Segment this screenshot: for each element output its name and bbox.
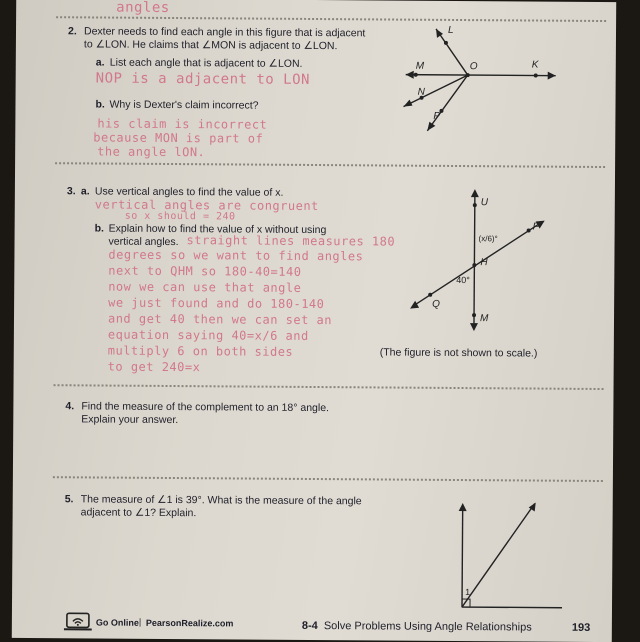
fig-label-Q: Q: [432, 299, 440, 310]
q3b-answer-line: multiply 6 on both sides: [108, 344, 293, 359]
lesson-title: Solve Problems Using Angle Relationships: [324, 620, 532, 634]
q3b-text-line2: vertical angles.: [108, 236, 178, 249]
q3a-answer-line: so x should = 240: [125, 210, 236, 225]
fig-label-L: L: [448, 25, 454, 36]
q3b-answer-line: equation saying 40=x/6 and: [108, 328, 309, 343]
q2b-answer-line: because MON is part of: [93, 130, 263, 145]
q2a-label: a.: [96, 56, 105, 69]
q3a-label: a.: [81, 185, 90, 198]
angle-x-label: (x/6)°: [479, 234, 498, 243]
q3b-answer-line: we just found and do 180-140: [108, 296, 324, 312]
fig-label-N: N: [418, 87, 426, 98]
q3b-answer-line: degrees so we want to find angles: [108, 248, 363, 264]
q3b-answer-line: next to QHM so 180-40=140: [108, 264, 301, 279]
fig-label-M: M: [416, 61, 425, 72]
q4-text-line2: Explain your answer.: [81, 413, 178, 427]
q2-text-line1: Dexter needs to find each angle in this figure that is adjacent: [84, 25, 365, 40]
q2-figure: [385, 18, 586, 139]
laptop-wifi-icon: [64, 610, 92, 632]
divider: [53, 476, 603, 482]
q5-text-line1: The measure of ∠1 is 39°. What is the measure of the angle: [81, 493, 362, 508]
fig-label-O: O: [470, 61, 478, 72]
header-handwriting: angles: [116, 1, 170, 15]
worksheet-page: [12, 0, 616, 642]
q3-scale-note: (The figure is not shown to scale.): [380, 346, 538, 360]
page-number: 193: [572, 622, 590, 635]
fig-label-P: P: [433, 111, 440, 122]
fig-label-M: M: [480, 313, 489, 324]
fig-label-H: H: [480, 257, 488, 268]
angle-40-label: 40°: [456, 275, 470, 285]
q3b-text-line1: Explain how to find the value of x without using: [109, 223, 327, 238]
q3a-text: Use vertical angles to find the value of x.: [95, 185, 284, 199]
q5-number: 5.: [65, 493, 74, 506]
q5-text-line2: adjacent to ∠1? Explain.: [81, 506, 197, 520]
q3-number: 3.: [67, 185, 76, 198]
q2a-text: List each angle that is adjacent to ∠LON.: [110, 57, 303, 71]
q3b-answer-line: now we can use that angle: [108, 280, 301, 295]
q4-text-line1: Find the measure of the complement to an 18° angle.: [81, 400, 329, 415]
q3-figure: [392, 179, 563, 340]
q2a-answer: NOP is a adjacent to LON: [96, 71, 310, 86]
pearson-realize-link[interactable]: PearsonRealize.com: [146, 617, 234, 631]
footer-separator: |: [139, 616, 141, 629]
q2-number: 2.: [68, 25, 77, 38]
q3b-answer-line: to get 240=x: [108, 360, 201, 375]
q2b-answer-line: his claim is incorrect: [97, 116, 267, 131]
divider: [54, 384, 604, 390]
q4-number: 4.: [65, 400, 74, 413]
fig-label-U: U: [481, 197, 489, 208]
lesson-number: 8-4: [302, 620, 318, 633]
q2b-text: Why is Dexter's claim incorrect?: [109, 99, 258, 113]
q2b-label: b.: [95, 98, 104, 111]
q3b-answer-line: straight lines measures 180: [187, 233, 396, 248]
q2b-answer-line: the angle lON.: [97, 144, 205, 159]
q3b-answer-line: and get 40 then we can set an: [108, 312, 332, 328]
q3b-label: b.: [95, 222, 104, 235]
q2-text-line2: to ∠LON. He claims that ∠MON is adjacent to ∠LON.: [84, 38, 338, 53]
go-online-label: Go Online: [96, 616, 139, 629]
divider: [55, 162, 605, 168]
q3a-answer-line: vertical angles are congruent: [95, 197, 319, 213]
footer: [12, 608, 612, 642]
fig-label-F: F: [533, 222, 540, 233]
q5-figure: [452, 495, 573, 616]
angle-1-label: 1: [465, 587, 470, 597]
fig-label-K: K: [532, 60, 540, 71]
